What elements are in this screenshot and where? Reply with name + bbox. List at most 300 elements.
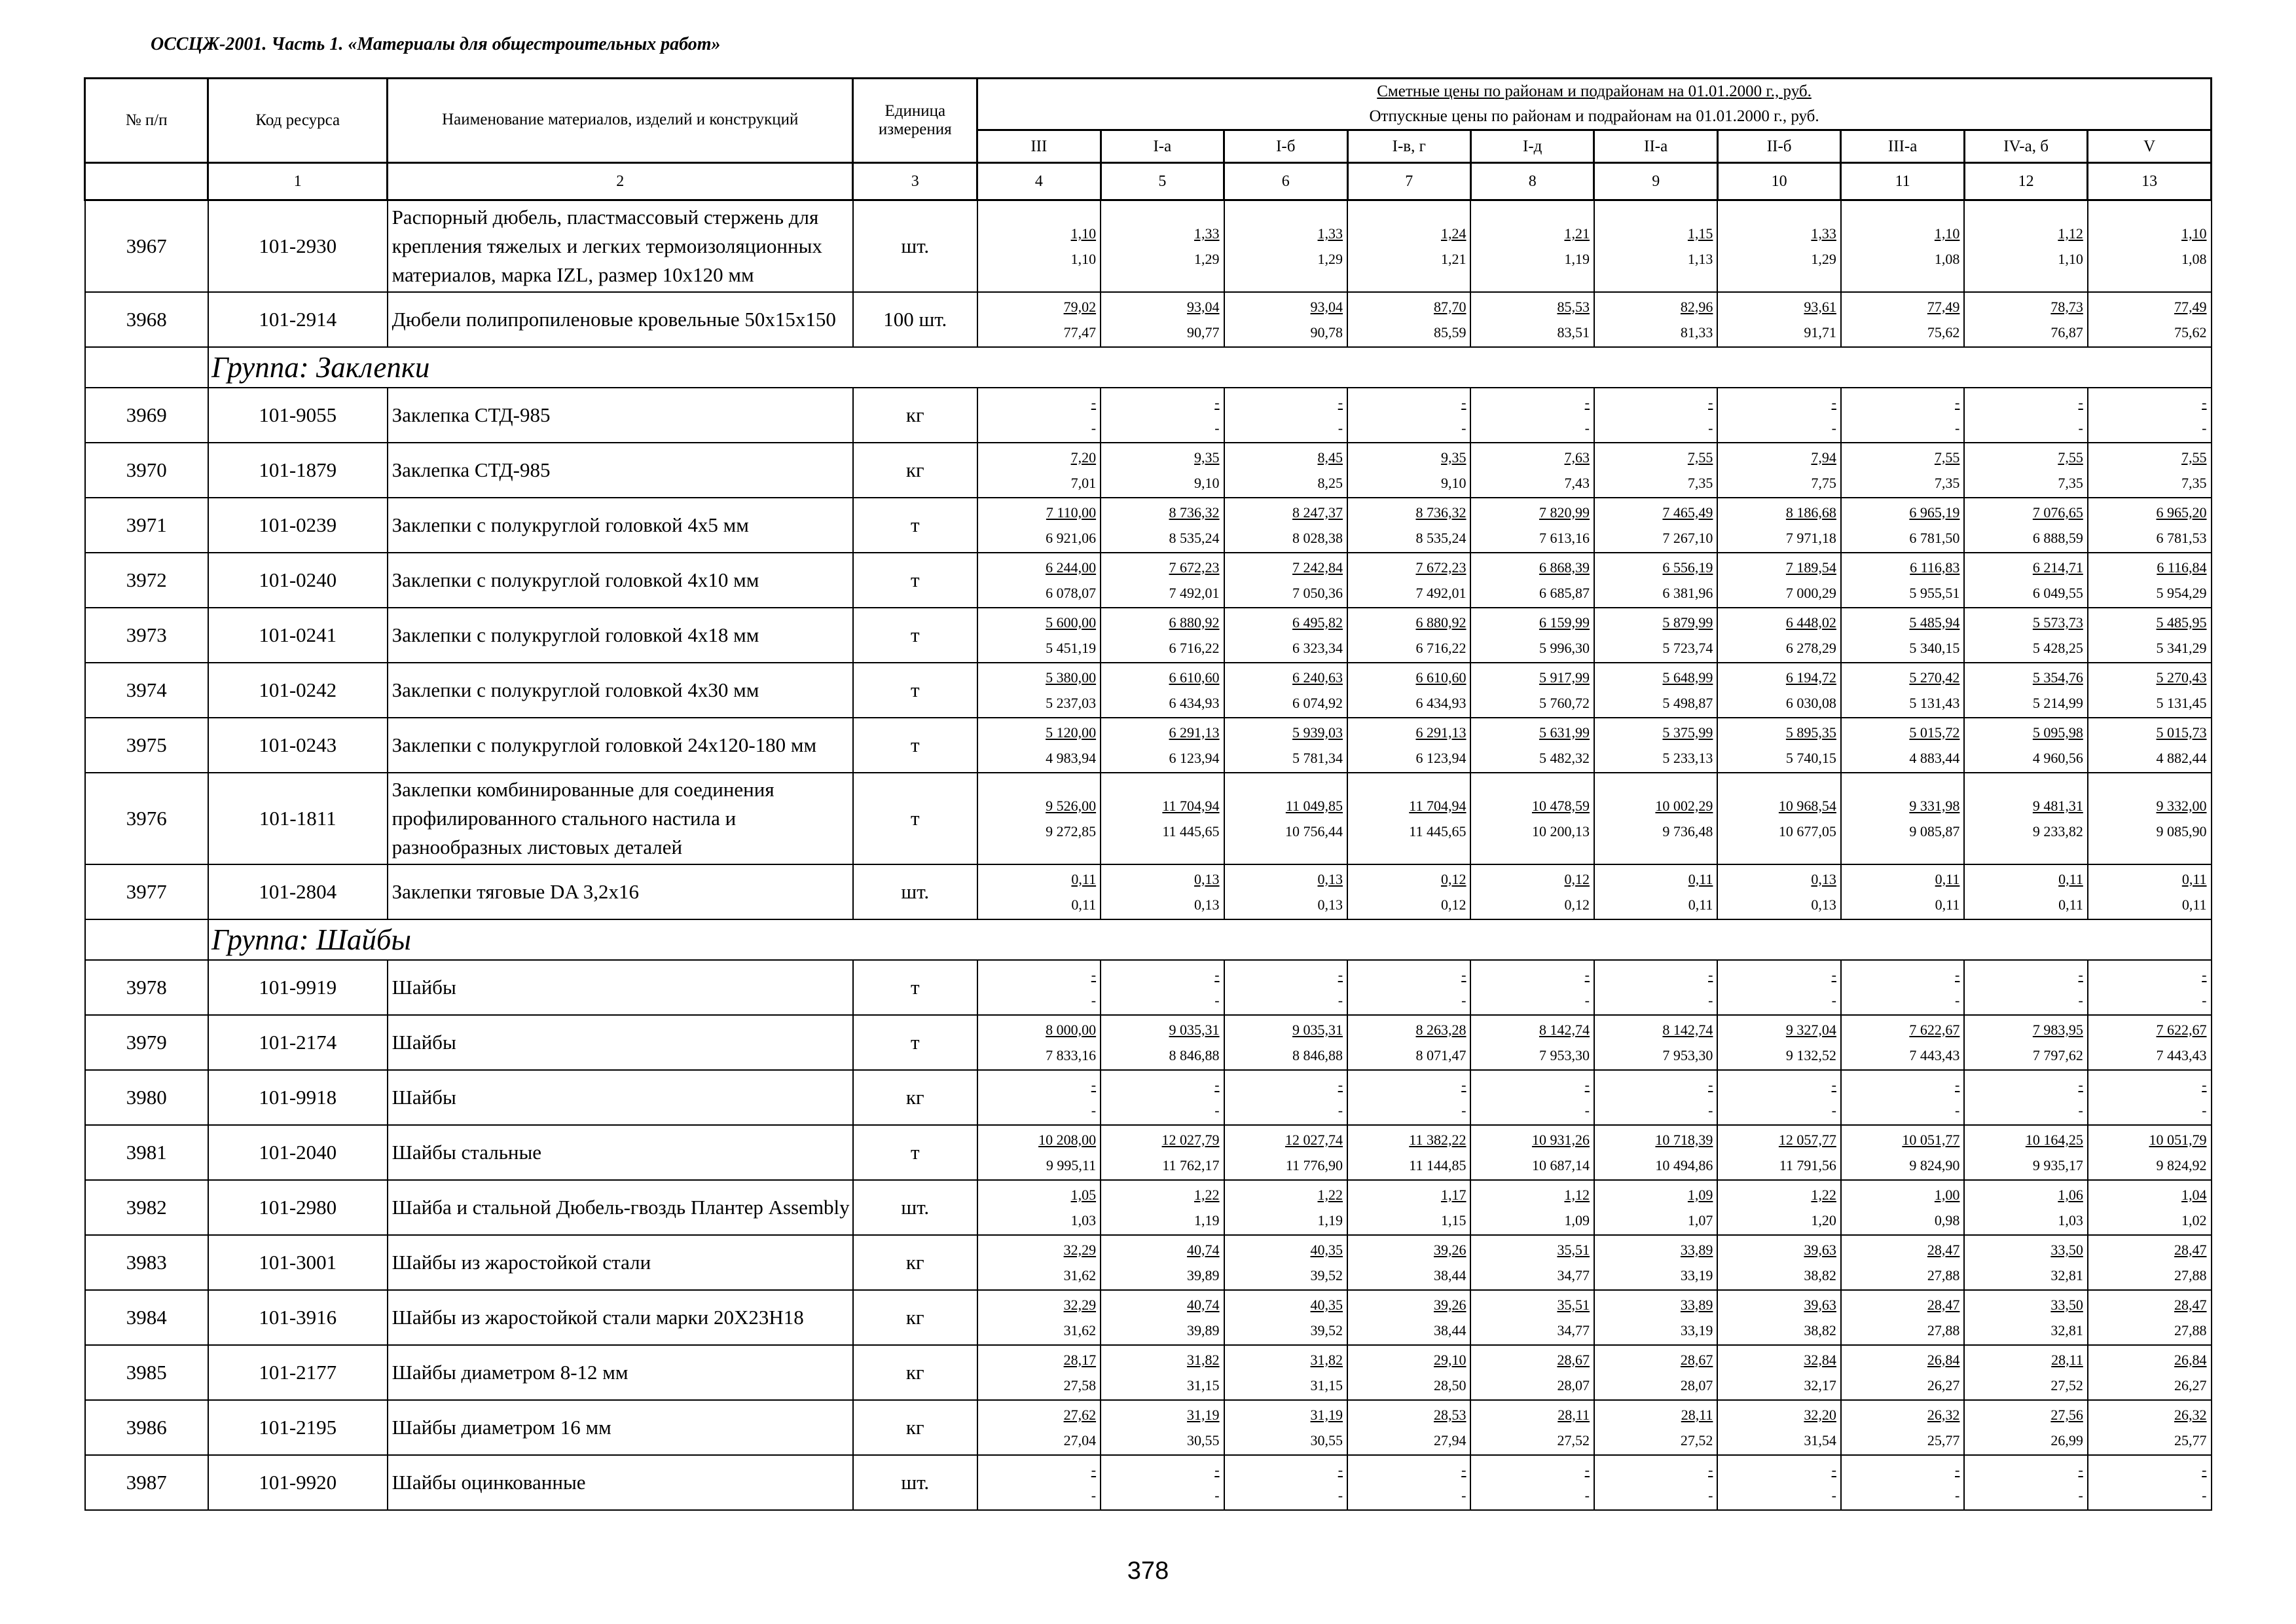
estimate-price: - (1338, 394, 1343, 411)
estimate-price: 1,33 (1194, 225, 1220, 242)
price-cell (1224, 498, 1347, 553)
release-price: - (1214, 419, 1220, 436)
estimate-price: - (1831, 966, 1836, 983)
estimate-price: 82,96 (1680, 298, 1713, 315)
price-cell (1594, 864, 1717, 919)
estimate-price: 0,12 (1564, 870, 1590, 887)
resource-code: 101-2804 (208, 864, 388, 919)
material-name: Заклепка СТД-985 (388, 443, 853, 498)
group-spacer (85, 347, 208, 388)
release-price: 7 953,30 (1662, 1046, 1713, 1063)
price-cell (2088, 1235, 2212, 1290)
estimate-price: 1,22 (1811, 1186, 1836, 1203)
price-cell (1101, 608, 1224, 663)
estimate-price: 39,26 (1433, 1241, 1467, 1258)
release-price: 5 760,72 (1539, 694, 1590, 711)
price-cell (1347, 608, 1470, 663)
estimate-price: 5 270,43 (2156, 669, 2207, 686)
estimate-price: 5 917,99 (1539, 669, 1590, 686)
estimate-price: 1,33 (1317, 225, 1343, 242)
unit-of-measure: 100 шт. (853, 292, 977, 347)
column-number: 7 (1347, 163, 1470, 200)
price-cell (1224, 292, 1347, 347)
estimate-price: - (1214, 1461, 1220, 1478)
price-cell (1841, 773, 1964, 864)
release-price: - (1955, 991, 1960, 1008)
resource-code: 101-2914 (208, 292, 388, 347)
release-price: 10 677,05 (1778, 822, 1836, 840)
price-cell (1964, 960, 2087, 1015)
release-price: 7,01 (1070, 474, 1097, 491)
estimate-price: 1,22 (1317, 1186, 1343, 1203)
estimate-price: 1,10 (1070, 225, 1097, 242)
release-price: 6 381,96 (1662, 584, 1713, 601)
material-name: Шайбы диаметром 16 мм (388, 1400, 853, 1455)
price-cell (1470, 1235, 1594, 1290)
estimate-price: 28,67 (1557, 1351, 1590, 1368)
group-heading: Группа: Заклепки (208, 347, 2212, 388)
release-price: 7 971,18 (1785, 529, 1836, 546)
release-price: - (1831, 419, 1836, 436)
release-price: 1,29 (1194, 250, 1220, 267)
estimate-price: 26,84 (2174, 1351, 2207, 1368)
price-cell (1964, 388, 2087, 443)
material-name: Шайбы стальные (388, 1125, 853, 1180)
price-cell (1347, 200, 1470, 292)
release-price: 6 074,92 (1292, 694, 1343, 711)
release-price: 1,08 (2181, 250, 2207, 267)
release-price: - (1461, 1101, 1467, 1118)
unit-of-measure: т (853, 960, 977, 1015)
estimate-price: 10 051,77 (1902, 1131, 1960, 1148)
estimate-price: 10 164,25 (2025, 1131, 2083, 1148)
price-cell (1470, 292, 1594, 347)
estimate-price: 1,15 (1687, 225, 1713, 242)
release-price: 6 123,94 (1415, 749, 1467, 766)
price-cell (1470, 553, 1594, 608)
price-cell (1101, 1235, 1224, 1290)
price-cell (1841, 498, 1964, 553)
estimate-price: - (1584, 966, 1590, 983)
estimate-price: 7,20 (1070, 449, 1097, 466)
resource-code: 101-0241 (208, 608, 388, 663)
unit-of-measure: кг (853, 1400, 977, 1455)
price-cell (1717, 718, 1840, 773)
price-cell (1594, 292, 1717, 347)
unit-of-measure: кг (853, 1235, 977, 1290)
price-cell (977, 1455, 1101, 1510)
unit-of-measure: кг (853, 388, 977, 443)
price-cell (977, 1345, 1101, 1400)
release-price: 1,19 (1194, 1211, 1220, 1228)
price-cell (1841, 1070, 1964, 1125)
resource-code: 101-2177 (208, 1345, 388, 1400)
release-price: 6 781,50 (1909, 529, 1960, 546)
price-cell (1841, 388, 1964, 443)
price-cell (1594, 1180, 1717, 1235)
estimate-price: 9,35 (1194, 449, 1220, 466)
estimate-price: 10 208,00 (1038, 1131, 1097, 1148)
price-cell (1594, 718, 1717, 773)
release-price: 28,07 (1557, 1376, 1590, 1393)
estimate-price: 7,55 (1687, 449, 1713, 466)
release-price: 5 723,74 (1662, 639, 1713, 656)
release-price: 27,58 (1063, 1376, 1097, 1393)
release-price: 6 716,22 (1415, 639, 1467, 656)
column-number: 6 (1224, 163, 1347, 200)
estimate-price: 0,13 (1194, 870, 1220, 887)
release-price: 8 535,24 (1415, 529, 1467, 546)
price-cell (1224, 1345, 1347, 1400)
release-price: 7 267,10 (1662, 529, 1713, 546)
price-cell (1717, 1455, 1840, 1510)
estimate-price: 1,17 (1440, 1186, 1467, 1203)
estimate-price: 5 354,76 (2032, 669, 2083, 686)
release-price: 10 200,13 (1531, 822, 1590, 840)
price-cell (1964, 553, 2087, 608)
release-price: 10 756,44 (1285, 822, 1343, 840)
row-number: 3967 (85, 200, 208, 292)
material-name: Шайбы диаметром 8-12 мм (388, 1345, 853, 1400)
price-cell (2088, 960, 2212, 1015)
price-cell (2088, 553, 2212, 608)
column-number: 10 (1717, 163, 1840, 200)
release-price: 9 736,48 (1662, 822, 1713, 840)
price-cell (1964, 1345, 2087, 1400)
estimate-price: 7,55 (2181, 449, 2207, 466)
estimate-price: 6 291,13 (1169, 724, 1220, 741)
release-price: 8 028,38 (1292, 529, 1343, 546)
price-cell (1594, 663, 1717, 718)
price-cell (2088, 718, 2212, 773)
estimate-price: 0,13 (1811, 870, 1836, 887)
estimate-price: - (1831, 1461, 1836, 1478)
estimate-price: - (1584, 1076, 1590, 1093)
price-cell (1841, 1345, 1964, 1400)
price-cell (1594, 960, 1717, 1015)
estimate-price: 5 600,00 (1046, 614, 1097, 631)
group-spacer (85, 919, 208, 960)
price-cell (1224, 718, 1347, 773)
unit-of-measure: т (853, 498, 977, 553)
unit-of-measure: т (853, 1125, 977, 1180)
estimate-price: 85,53 (1557, 298, 1590, 315)
header-region: I-б (1224, 130, 1347, 163)
row-number: 3973 (85, 608, 208, 663)
release-price: 6 716,22 (1169, 639, 1220, 656)
price-cell (1841, 608, 1964, 663)
release-price: 1,29 (1811, 250, 1836, 267)
estimate-price: 7 465,49 (1662, 504, 1713, 521)
release-price: 5 482,32 (1539, 749, 1590, 766)
material-name: Шайбы (388, 960, 853, 1015)
release-price: 7,35 (2058, 474, 2083, 491)
estimate-price: 5 270,42 (1909, 669, 1960, 686)
release-price: 5 131,43 (1909, 694, 1960, 711)
document-title: ОССЦЖ-2001. Часть 1. «Материалы для общестроительных работ» (151, 34, 721, 54)
estimate-price: 8 736,32 (1415, 504, 1467, 521)
row-number: 3986 (85, 1400, 208, 1455)
price-cell (1224, 663, 1347, 718)
price-cell (1101, 1290, 1224, 1345)
release-price: 32,81 (2050, 1266, 2083, 1283)
estimate-price: 6 159,99 (1539, 614, 1590, 631)
estimate-price: 11 382,22 (1409, 1131, 1467, 1148)
release-price: 9 085,87 (1909, 822, 1960, 840)
release-price: - (2078, 991, 2083, 1008)
release-price: 26,27 (1927, 1376, 1960, 1393)
estimate-price: 40,74 (1187, 1296, 1220, 1313)
resource-code: 101-2980 (208, 1180, 388, 1235)
estimate-price: 5 380,00 (1046, 669, 1097, 686)
estimate-price: 0,11 (1688, 870, 1713, 887)
estimate-price: 11 704,94 (1162, 797, 1220, 814)
price-cell (1101, 1015, 1224, 1070)
estimate-price: 1,22 (1194, 1186, 1220, 1203)
row-number: 3985 (85, 1345, 208, 1400)
price-cell (1964, 1070, 2087, 1125)
price-cell (1101, 388, 1224, 443)
price-cell (1347, 773, 1470, 864)
resource-code: 101-2930 (208, 200, 388, 292)
release-price: 39,89 (1187, 1266, 1220, 1283)
price-cell (1470, 960, 1594, 1015)
resource-code: 101-1811 (208, 773, 388, 864)
estimate-price: 8 186,68 (1785, 504, 1836, 521)
price-cell (1470, 718, 1594, 773)
release-price: 0,98 (1934, 1211, 1960, 1228)
price-cell (1717, 663, 1840, 718)
group-heading: Группа: Шайбы (208, 919, 2212, 960)
estimate-price: 40,35 (1310, 1296, 1343, 1313)
price-cell (1717, 773, 1840, 864)
header-unit: Единица измерения (853, 79, 977, 163)
release-price: - (1584, 1101, 1590, 1118)
estimate-price: 7 622,67 (1909, 1021, 1960, 1038)
price-cell (977, 608, 1101, 663)
price-cell (1841, 553, 1964, 608)
estimate-price: 12 057,77 (1778, 1131, 1836, 1148)
estimate-price: 11 704,94 (1409, 797, 1467, 814)
price-cell (1101, 773, 1224, 864)
release-price: 4 882,44 (2156, 749, 2207, 766)
row-number: 3971 (85, 498, 208, 553)
price-cell (1594, 1070, 1717, 1125)
price-cell (1470, 773, 1594, 864)
price-cell (1594, 1345, 1717, 1400)
release-price: 8 071,47 (1415, 1046, 1467, 1063)
price-cell (977, 1125, 1101, 1180)
estimate-price: 0,13 (1317, 870, 1343, 887)
column-number: 2 (388, 163, 853, 200)
estimate-price: - (1708, 1461, 1713, 1478)
release-price: 0,12 (1564, 896, 1590, 913)
release-price: - (2202, 1486, 2207, 1504)
row-number: 3970 (85, 443, 208, 498)
unit-of-measure: шт. (853, 864, 977, 919)
release-price: 25,77 (1927, 1431, 1960, 1449)
row-number: 3984 (85, 1290, 208, 1345)
release-price: - (2078, 1101, 2083, 1118)
material-name: Шайбы из жаростойкой стали марки 20Х23Н18 (388, 1290, 853, 1345)
release-price: 7 492,01 (1415, 584, 1467, 601)
row-number: 3972 (85, 553, 208, 608)
estimate-price: 6 965,19 (1909, 504, 1960, 521)
estimate-price: 7 110,00 (1046, 504, 1097, 521)
price-cell (1224, 864, 1347, 919)
estimate-price: 79,02 (1063, 298, 1097, 315)
release-price: 11 144,85 (1409, 1156, 1467, 1173)
price-cell (1347, 1455, 1470, 1510)
price-cell (1964, 1180, 2087, 1235)
estimate-price: 31,82 (1187, 1351, 1220, 1368)
release-price: - (1955, 1486, 1960, 1504)
material-name: Заклепки с полукруглой головкой 4х30 мм (388, 663, 853, 718)
estimate-price: 7,55 (2058, 449, 2083, 466)
price-cell (1841, 1455, 1964, 1510)
estimate-price: 35,51 (1557, 1241, 1590, 1258)
estimate-price: 9 526,00 (1046, 797, 1097, 814)
release-price: 34,77 (1557, 1321, 1590, 1338)
release-price: 34,77 (1557, 1266, 1590, 1283)
price-cell (1594, 608, 1717, 663)
unit-of-measure: шт. (853, 1180, 977, 1235)
release-price: 7 613,16 (1539, 529, 1590, 546)
release-price: 0,13 (1317, 896, 1343, 913)
estimate-price: 28,47 (1927, 1296, 1960, 1313)
estimate-price: 0,11 (1935, 870, 1960, 887)
estimate-price: 10 931,26 (1531, 1131, 1590, 1148)
release-price: 5 954,29 (2156, 584, 2207, 601)
release-price: 7,35 (2181, 474, 2207, 491)
estimate-price: 10 968,54 (1778, 797, 1836, 814)
header-name: Наименование материалов, изделий и конструкций (388, 79, 853, 163)
material-name: Заклепка СТД-985 (388, 388, 853, 443)
column-number: 8 (1470, 163, 1594, 200)
row-number: 3982 (85, 1180, 208, 1235)
estimate-price: 11 049,85 (1285, 797, 1343, 814)
release-price: 5 233,13 (1662, 749, 1713, 766)
release-price: 27,04 (1063, 1431, 1097, 1449)
estimate-price: 33,89 (1680, 1241, 1713, 1258)
unit-of-measure: т (853, 1015, 977, 1070)
header-prices-release: Отпускные цены по районам и подрайонам на 01.01.2000 г., руб. (1369, 107, 1819, 125)
release-price: 6 781,53 (2156, 529, 2207, 546)
row-number: 3975 (85, 718, 208, 773)
estimate-price: 7 189,54 (1785, 559, 1836, 576)
price-cell (1717, 388, 1840, 443)
price-cell (977, 443, 1101, 498)
price-cell (1470, 1345, 1594, 1400)
release-price: 9 824,90 (1909, 1156, 1960, 1173)
release-price: 39,52 (1310, 1321, 1343, 1338)
estimate-price: 6 965,20 (2156, 504, 2207, 521)
estimate-price: - (1461, 1461, 1467, 1478)
estimate-price: 8 142,74 (1539, 1021, 1590, 1038)
release-price: 39,89 (1187, 1321, 1220, 1338)
estimate-price: 28,17 (1063, 1351, 1097, 1368)
release-price: 38,82 (1804, 1321, 1836, 1338)
price-cell (1101, 553, 1224, 608)
release-price: 4 883,44 (1909, 749, 1960, 766)
release-price: - (1091, 419, 1097, 436)
price-cell (1594, 498, 1717, 553)
price-cell (2088, 498, 2212, 553)
estimate-price: 1,12 (2058, 225, 2083, 242)
release-price: 1,20 (1811, 1211, 1836, 1228)
release-price: - (1584, 991, 1590, 1008)
release-price: 30,55 (1310, 1431, 1343, 1449)
price-cell (2088, 1070, 2212, 1125)
price-cell (1594, 553, 1717, 608)
release-price: - (2202, 419, 2207, 436)
estimate-price: 78,73 (2050, 298, 2083, 315)
price-cell (1347, 553, 1470, 608)
release-price: 9 085,90 (2156, 822, 2207, 840)
release-price: 33,19 (1680, 1266, 1713, 1283)
release-price: - (1091, 1486, 1097, 1504)
release-price: 1,19 (1564, 250, 1590, 267)
material-name: Заклепки тяговые DA 3,2х16 (388, 864, 853, 919)
estimate-price: - (1955, 1076, 1960, 1093)
estimate-price: - (1708, 1076, 1713, 1093)
estimate-price: - (1955, 394, 1960, 411)
header-region: III (977, 130, 1101, 163)
price-cell (1841, 960, 1964, 1015)
price-cell (977, 1015, 1101, 1070)
estimate-price: 28,11 (1681, 1406, 1713, 1423)
price-cell (977, 1070, 1101, 1125)
row-number: 3987 (85, 1455, 208, 1510)
release-price: - (1831, 991, 1836, 1008)
release-price: - (1831, 1486, 1836, 1504)
estimate-price: - (1091, 1076, 1097, 1093)
release-price: 6 685,87 (1539, 584, 1590, 601)
price-cell (1470, 1015, 1594, 1070)
estimate-price: 33,50 (2050, 1296, 2083, 1313)
estimate-price: - (1461, 1076, 1467, 1093)
estimate-price: 5 895,35 (1785, 724, 1836, 741)
estimate-price: 1,12 (1564, 1186, 1590, 1203)
release-price: 7,35 (1687, 474, 1713, 491)
estimate-price: 6 880,92 (1169, 614, 1220, 631)
unit-of-measure: т (853, 553, 977, 608)
header-region: I-а (1101, 130, 1224, 163)
release-price: 25,77 (2174, 1431, 2207, 1449)
resource-code: 101-0240 (208, 553, 388, 608)
estimate-price: - (1091, 394, 1097, 411)
price-cell (2088, 200, 2212, 292)
colnum-blank (85, 163, 208, 200)
estimate-price: 7 820,99 (1539, 504, 1590, 521)
estimate-price: 1,04 (2181, 1186, 2207, 1203)
row-number: 3980 (85, 1070, 208, 1125)
estimate-price: - (1338, 1461, 1343, 1478)
price-cell (1717, 1290, 1840, 1345)
estimate-price: - (2078, 1461, 2083, 1478)
estimate-price: - (2078, 1076, 2083, 1093)
release-price: 5 498,87 (1662, 694, 1713, 711)
release-price: 1,09 (1564, 1211, 1590, 1228)
price-cell (2088, 663, 2212, 718)
material-name: Распорный дюбель, пластмассовый стержень для крепления тяжелых и легких термоизоляционных материалов, марка IZL, размер 10х120 мм (388, 200, 853, 292)
unit-of-measure: т (853, 718, 977, 773)
row-number: 3981 (85, 1125, 208, 1180)
estimate-price: 39,26 (1433, 1296, 1467, 1313)
price-cell (1224, 1125, 1347, 1180)
estimate-price: 6 610,60 (1169, 669, 1220, 686)
material-name: Шайба и стальной Дюбель-гвоздь Плантер Assembly (388, 1180, 853, 1235)
